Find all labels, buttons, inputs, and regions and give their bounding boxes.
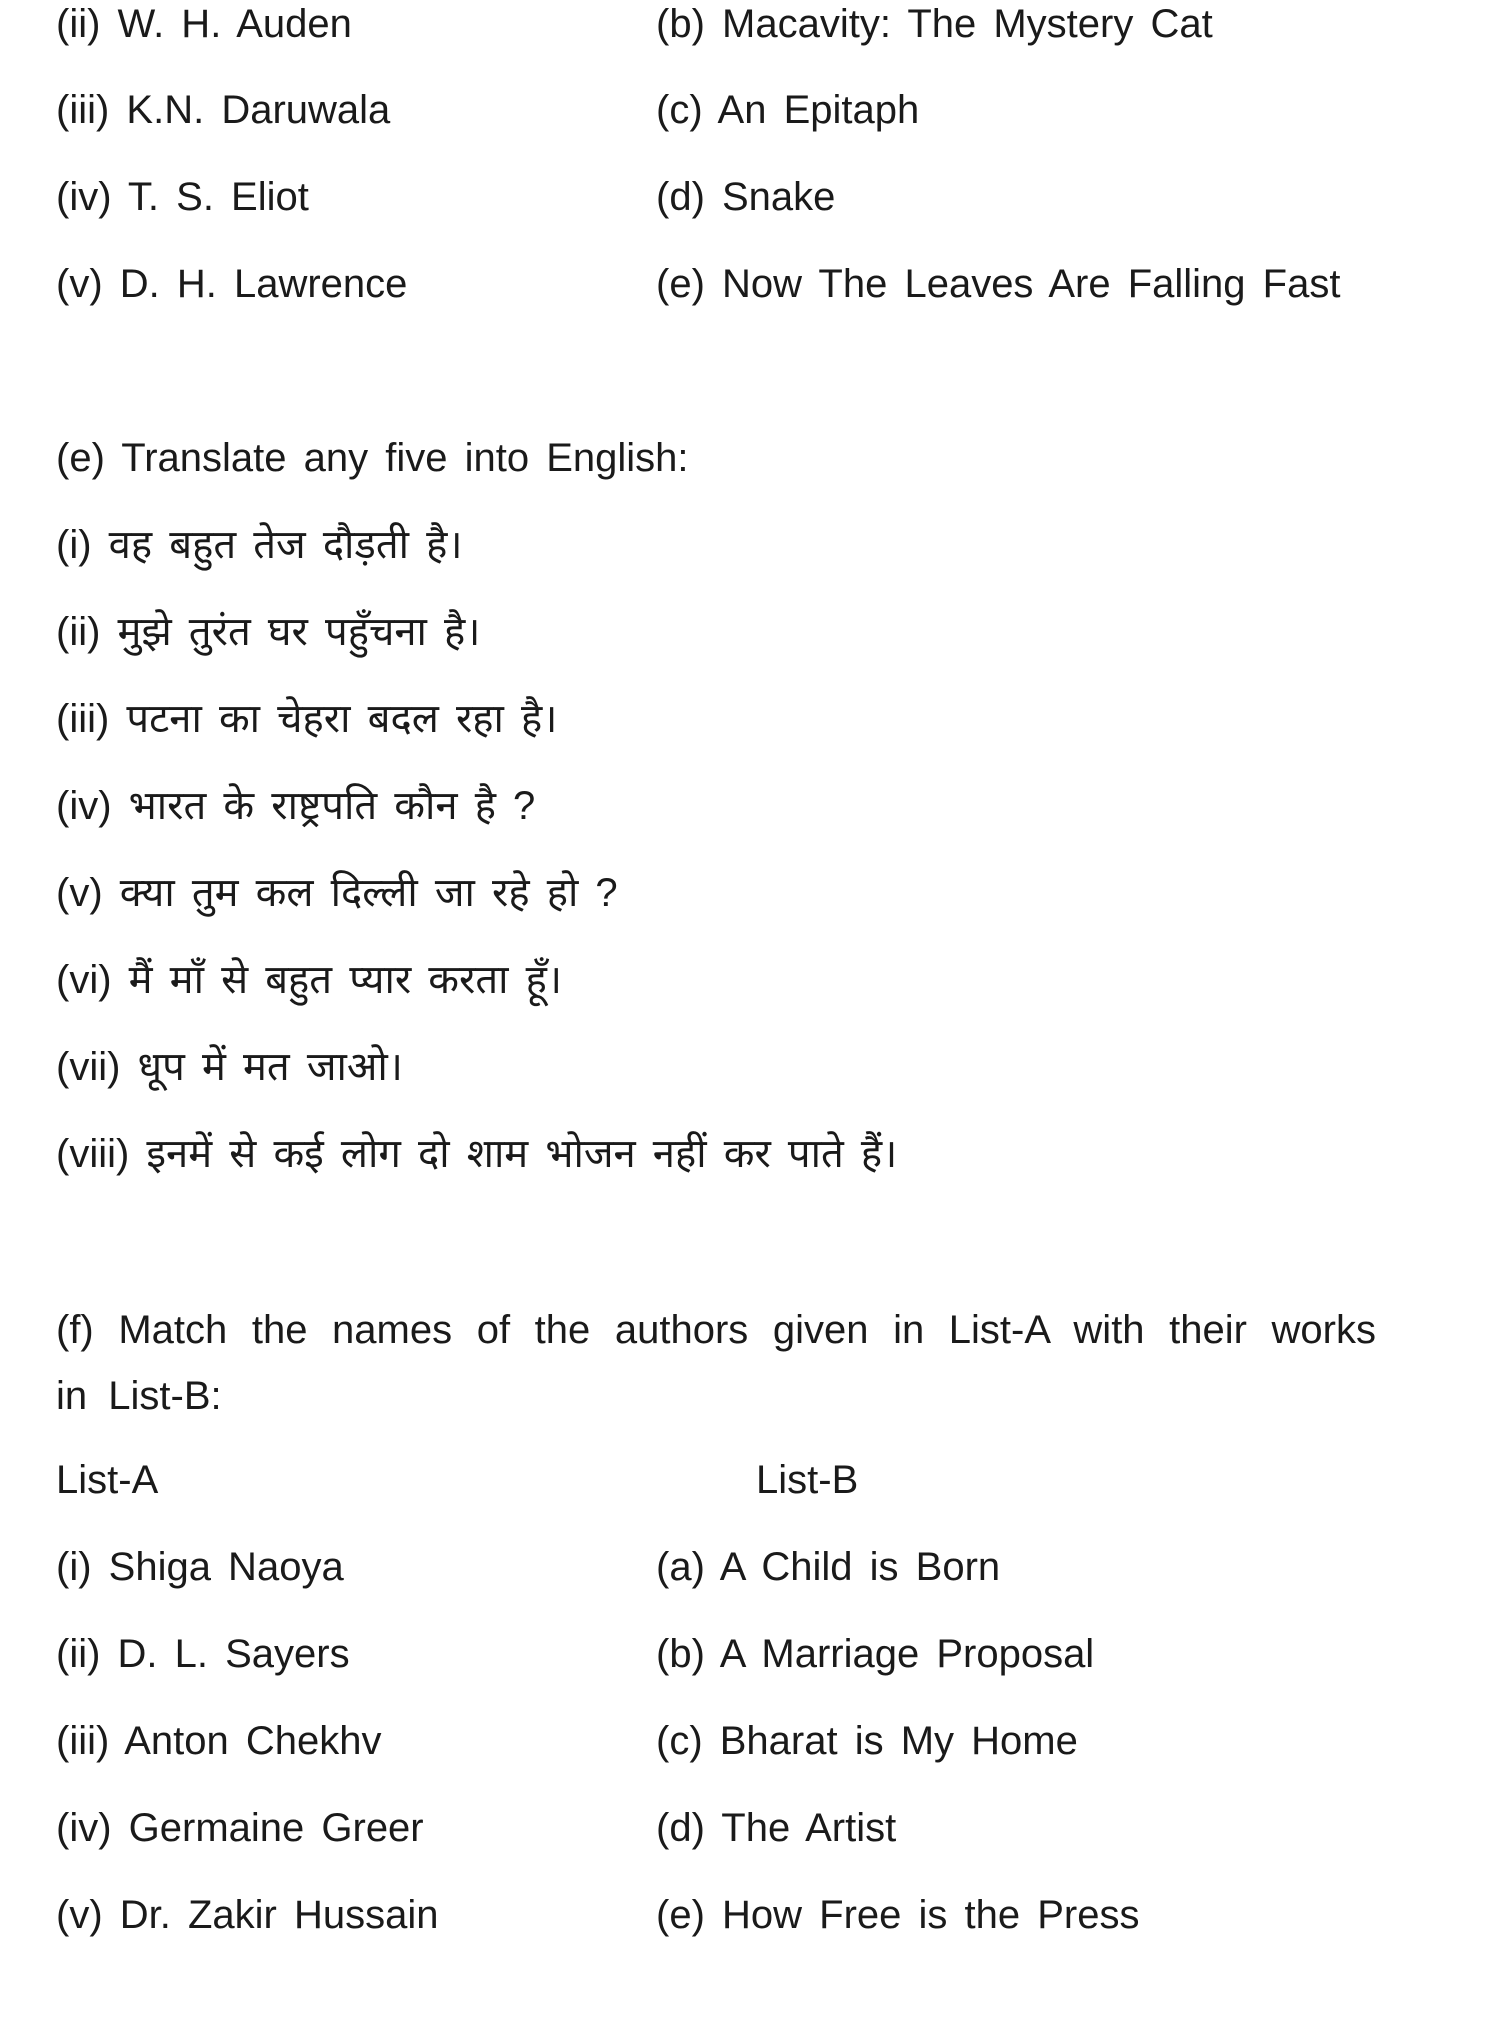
list-a-item: (i) Shiga Naoya [56, 1545, 344, 1589]
list-a-item: (v) Dr. Zakir Hussain [56, 1893, 439, 1937]
list-b-title: List-B [756, 1458, 859, 1502]
list-a-item: (iv) Germaine Greer [56, 1806, 424, 1850]
translation-item: (vi) मैं माँ से बहुत प्यार करता हूँ। [56, 958, 563, 1002]
translation-item: (iv) भारत के राष्ट्रपति कौन है ? [56, 784, 536, 828]
translation-item: (iii) पटना का चेहरा बदल रहा है। [56, 697, 558, 741]
translation-item: (viii) इनमें से कई लोग दो शाम भोजन नहीं कर पाते हैं। [56, 1132, 898, 1176]
translation-item: (v) क्या तुम कल दिल्ली जा रहे हो ? [56, 871, 618, 915]
list-a-item: (iii) Anton Chekhv [56, 1719, 382, 1763]
list1-right-item: (b) Macavity: The Mystery Cat [656, 2, 1213, 46]
list1-left-item: (v) D. H. Lawrence [56, 262, 408, 306]
list1-right-item: (d) Snake [656, 175, 836, 219]
list1-left-item: (iv) T. S. Eliot [56, 175, 309, 219]
list-a-item: (ii) D. L. Sayers [56, 1632, 350, 1676]
translation-item: (vii) धूप में मत जाओ। [56, 1045, 403, 1089]
list-b-item: (a) A Child is Born [656, 1545, 1001, 1589]
question-e-heading: (e) Translate any five into English: [56, 436, 689, 480]
list-b-item: (c) Bharat is My Home [656, 1719, 1078, 1763]
list1-right-item: (e) Now The Leaves Are Falling Fast [656, 262, 1341, 306]
list-a-title: List-A [56, 1458, 159, 1502]
list-b-item: (d) The Artist [656, 1806, 897, 1850]
list-b-item: (b) A Marriage Proposal [656, 1632, 1095, 1676]
question-f-heading: (f) Match the names of the authors given in List-A with their works in List-B: [56, 1308, 1376, 1418]
list1-right-item: (c) An Epitaph [656, 88, 920, 132]
list-b-item: (e) How Free is the Press [656, 1893, 1140, 1937]
list1-left-item: (ii) W. H. Auden [56, 2, 352, 46]
list1-left-item: (iii) K.N. Daruwala [56, 88, 391, 132]
translation-item: (i) वह बहुत तेज दौड़ती है। [56, 523, 463, 567]
translation-item: (ii) मुझे तुरंत घर पहुँचना है। [56, 610, 481, 654]
